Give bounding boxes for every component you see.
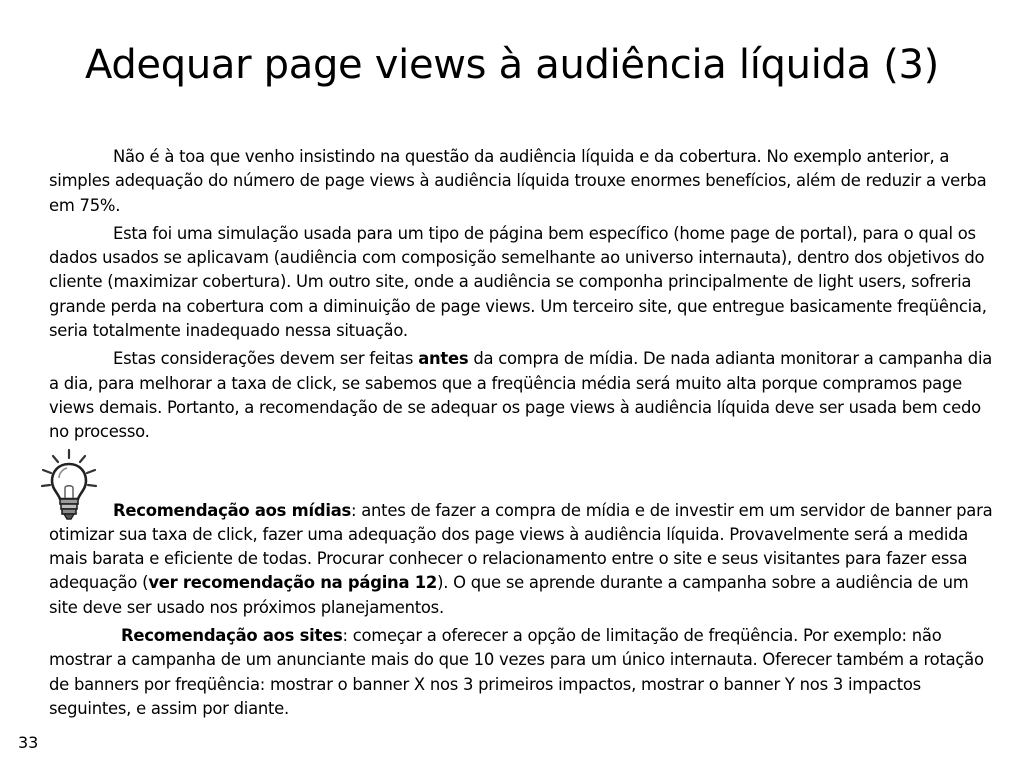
recommendation-media-text-2: ). O que se aprende durante a campanha sobre a audiência de um site deve ser usado nos próximos planejamentos. xyxy=(49,573,969,617)
page-title: Adequar page views à audiência líquida (3) xyxy=(84,42,939,88)
recommendation-media-text-1: : antes de fazer a compra de mídia e de investir em um servidor de banner para otimizar sua taxa de click, fazer uma adequação dos page views à audiência líquida. Provavelmente será a medida mais barata e eficiente de todas. Procurar conhecer o relacionamento entre o site e seus visitantes para fazer essa adequação ( xyxy=(49,500,993,593)
considerations-text-end: da compra de mídia. De nada adianta monitorar a campanha dia a dia, para melhorar a taxa de click, se sabemos que a freqüência média será muito alta porque compramos page views demais. Portanto, a recomendação de se adequar os page views à audiência líquida deve ser usada bem cedo no processo. xyxy=(49,349,993,442)
recommendation-sites xyxy=(49,624,999,721)
recommendation-sites-text: : começar a oferecer a opção de limitação de freqüência. Por exemplo: não mostrar a campanha de um anunciante mais do que 10 vezes para um único internauta. Oferecer também a rotação de banners por freqüência: mostrar o banner X nos 3 primeiros impactos, mostrar o banner Y nos 3 impactos seguintes, e assim por diante. xyxy=(49,626,984,718)
page-number: 33 xyxy=(18,733,39,752)
recommendation-media-reference: ver recomendação na página 12 xyxy=(148,573,438,593)
paragraph-considerations xyxy=(49,347,999,444)
paragraph-intro: Não é à toa que venho insistindo na questão da audiência líquida e da cobertura. No exemplo anterior, a simples adequação do número de page views à audiência líquida trouxe enormes benefícios, além de reduzir a verba em 75%. xyxy=(49,147,987,215)
light-bulb-icon xyxy=(39,448,103,524)
recommendation-media xyxy=(49,499,999,620)
considerations-emphasis: antes xyxy=(418,349,469,369)
paragraph-simulation: Esta foi uma simulação usada para um tipo de página bem específico (home page de portal), para o qual os dados usados se aplicavam (audiência com composição semelhante ao universo internauta), dentro dos objetivos do cliente (maximizar cobertura). Um outro site, onde a audiência se componha principalmente de light users, sofreria grande perda na cobertura com a diminuição de page views. Um terceiro site, que entregue basicamente freqüência, seria totalmente inadequado nessa situação. xyxy=(49,223,987,341)
slide-body xyxy=(49,145,999,725)
recommendation-sites-label: Recomendação aos sites xyxy=(121,626,343,646)
recommendation-media-label: Recomendação aos mídias xyxy=(113,500,352,520)
considerations-text-start: Estas considerações devem ser feitas xyxy=(113,349,419,369)
